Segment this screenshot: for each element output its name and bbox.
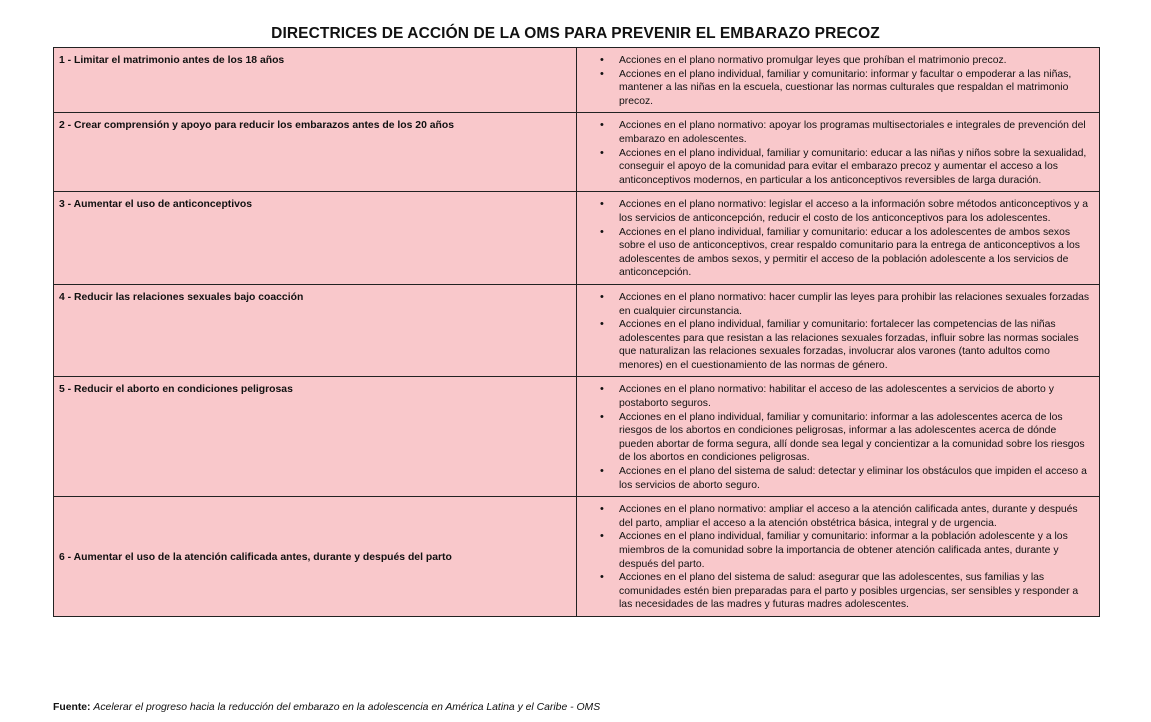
goal-cell: 5 - Reducir el aborto en condiciones peligrosas	[54, 377, 577, 497]
action-item: • Acciones en el plano individual, familiar y comunitario: educar a los adolescentes de ambos sexos sobre el uso de anticonceptivos, crear respaldo comunitario para la entrega de anticonceptivos a los adolescentes de ambos sexos, y permitir el acceso de la población adolescente a los servicios de anticoncepción.	[582, 226, 1094, 280]
page-title: DIRECTRICES DE ACCIÓN DE LA OMS PARA PREVENIR EL EMBARAZO PRECOZ	[271, 25, 880, 42]
guidelines-table	[53, 47, 1100, 617]
actions-list	[582, 383, 1094, 492]
action-item: • Acciones en el plano individual, familiar y comunitario: fortalecer las competencias de las niñas adolescentes para que resistan a las relaciones sexuales forzadas, influir sobre las normas sociales que naturalizan las relaciones sexuales forzadas, involucrar alos varones (tanto adultos como menores) en el cuestionamiento de las normas de género.	[582, 318, 1094, 372]
actions-cell	[577, 113, 1100, 192]
action-item: • Acciones en el plano individual, familiar y comunitario: informar a las adolescentes acerca de los riesgos de los abortos en condiciones peligrosas, informar a las adolescentes acerca de dónde pueden abortar de forma segura, allí donde sea legal y concientizar a la comunidad sobre los riesgos de los abortos en condiciones peligrosas.	[582, 411, 1094, 465]
actions-cell	[577, 192, 1100, 285]
goal-cell: 1 - Limitar el matrimonio antes de los 18 años	[54, 48, 577, 113]
table-row	[54, 284, 1100, 377]
goal-cell: 4 - Reducir las relaciones sexuales bajo coacción	[54, 284, 577, 377]
goal-cell: 6 - Aumentar el uso de la atención calificada antes, durante y después del parto	[54, 497, 577, 617]
table-row	[54, 377, 1100, 497]
action-item: • Acciones en el plano normativo: ampliar el acceso a la atención calificada antes, durante y después del parto, ampliar el acceso a la atención obstétrica básica, integral y de urgencia.	[582, 503, 1094, 530]
action-item: • Acciones en el plano del sistema de salud: asegurar que las adolescentes, sus familias y las comunidades estén bien preparadas para el parto y posibles urgencias, ser sensibles y responder a las necesidades de las madres y futuras madres adolescentes.	[582, 571, 1094, 612]
table-row	[54, 113, 1100, 192]
source-note	[53, 701, 600, 714]
action-item: • Acciones en el plano normativo: apoyar los programas multisectoriales e integrales de prevención del embarazo en adolescentes.	[582, 119, 1094, 146]
action-item: • Acciones en el plano normativo: habilitar el acceso de las adolescentes a servicios de aborto y postaborto seguros.	[582, 383, 1094, 410]
action-item: • Acciones en el plano normativo: hacer cumplir las leyes para prohibir las relaciones sexuales forzadas en cualquier circunstancia.	[582, 291, 1094, 318]
action-item: • Acciones en el plano individual, familiar y comunitario: informar y facultar o empoderar a las niñas, mantener a las niñas en la escuela, cuestionar las normas culturales que respaldan el matrimonio precoz.	[582, 68, 1094, 109]
action-item: • Acciones en el plano individual, familiar y comunitario: educar a las niñas y niños sobre la sexualidad, conseguir el apoyo de la comunidad para evitar el embarazo precoz y aumentar el acceso a los anticonceptivos modernos, en particular a los anticonceptivos reversibles de larga duración.	[582, 147, 1094, 188]
action-item: • Acciones en el plano normativo: legislar el acceso a la información sobre métodos anticonceptivos y a los servicios de anticoncepción, reducir el costo de los anticonceptivos para los adolescentes.	[582, 198, 1094, 225]
source-text: Acelerar el progreso hacia la reducción del embarazo en la adolescencia en América Latina y el Caribe - OMS	[93, 702, 601, 713]
table-row	[54, 497, 1100, 617]
actions-cell	[577, 377, 1100, 497]
actions-list	[582, 119, 1094, 187]
actions-list	[582, 198, 1094, 280]
goal-cell: 2 - Crear comprensión y apoyo para reducir los embarazos antes de los 20 años	[54, 113, 577, 192]
actions-cell	[577, 497, 1100, 617]
actions-cell	[577, 48, 1100, 113]
action-item: • Acciones en el plano individual, familiar y comunitario: informar a la población adolescente y a los miembros de la comunidad sobre la importancia de obtener atención calificada antes, durante y después del parto.	[582, 530, 1094, 571]
action-item: • Acciones en el plano del sistema de salud: detectar y eliminar los obstáculos que impiden el acceso a los servicios de aborto seguro.	[582, 465, 1094, 492]
actions-cell	[577, 284, 1100, 377]
actions-list	[582, 291, 1094, 373]
table-row	[54, 192, 1100, 285]
actions-list	[582, 503, 1094, 612]
table-row	[54, 48, 1100, 113]
action-item: • Acciones en el plano normativo promulgar leyes que prohíban el matrimonio precoz.	[582, 54, 1094, 68]
goal-cell: 3 - Aumentar el uso de anticonceptivos	[54, 192, 577, 285]
actions-list	[582, 54, 1094, 108]
source-label: Fuente:	[53, 702, 91, 713]
